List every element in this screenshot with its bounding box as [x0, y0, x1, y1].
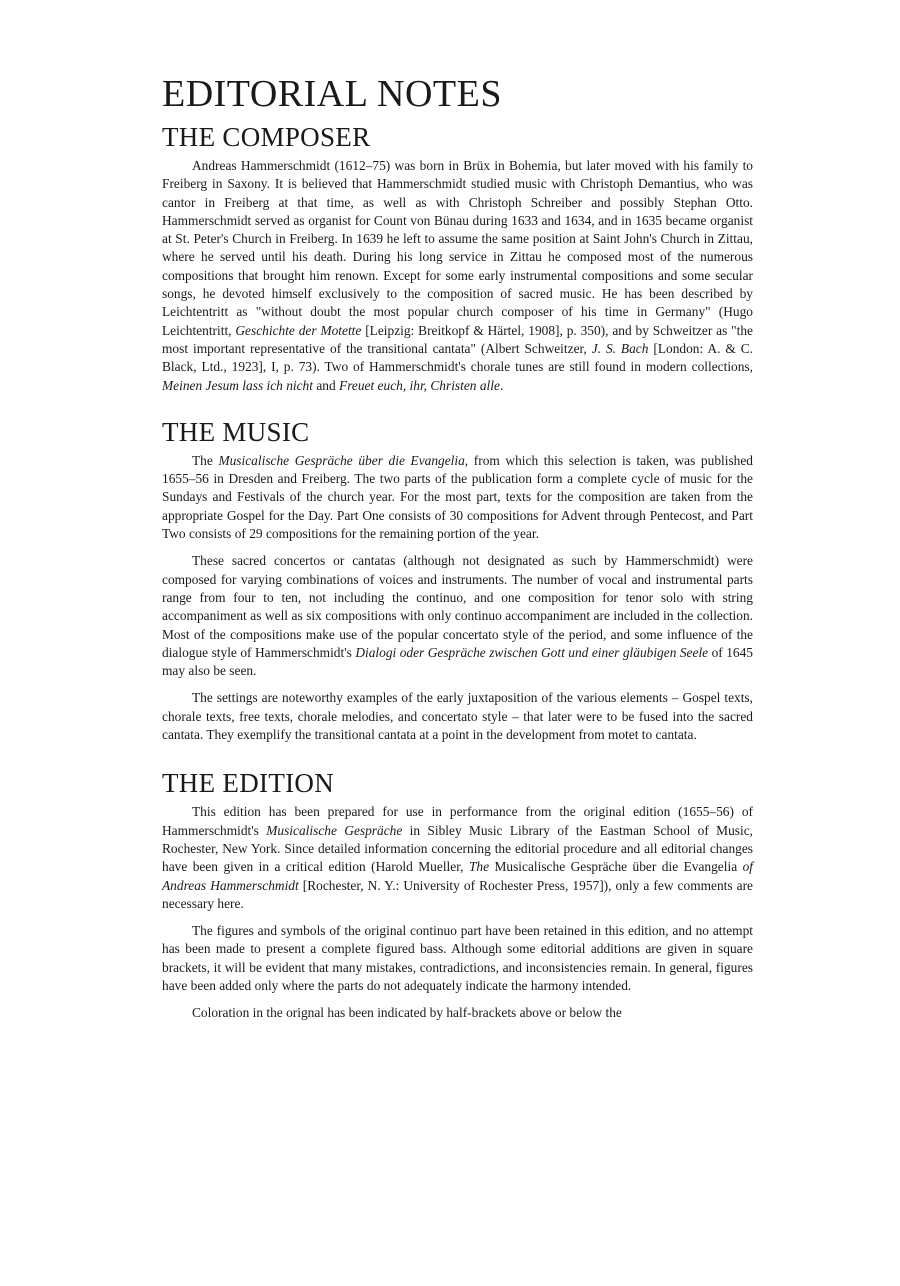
- edition-paragraph-1: This edition has been prepared for use in performance from the original edition (1655–56) of Hammerschmidt's Musicalische Gespräche in Sibley Music Library of the Eastman School of Music, Rochester, New York. Since detailed information concerning the editorial procedure and all editorial changes have been given in a critical edition (Harold Mueller, The Musicalische Gespräche über die Evangelia of Andreas Hammerschmidt [Rochester, N. Y.: University of Rochester Press, 1957]), only a few comments are necessary here.: [162, 804, 754, 911]
- composer-heading: THE COMPOSER: [162, 122, 371, 152]
- edition-section: [162, 766, 753, 1022]
- editorial-notes-page: [162, 72, 753, 1023]
- music-paragraph-3: The settings are noteworthy examples of the early juxtaposition of the various elements – Gospel texts, chorale texts, free texts, chorale melodies, and concertato style – that later were to be fused into the sacred cantata. They exemplify the transitional cantata at a point in the development from motet to cantata.: [162, 690, 753, 743]
- page-title: EDITORIAL NOTES: [162, 73, 502, 115]
- music-paragraph-2: These sacred concertos or cantatas (although not designated as such by Hammerschmidt) were composed for varying combinations of voices and instruments. The number of vocal and instrumental parts range from four to ten, not including the continuo, and one composition for tenor solo with string accompaniment as well as six compositions with only continuo accompaniment are included in the collection. Most of the compositions make use of the popular concertato style of the period, and some influence of the dialogue style of Hammerschmidt's Dialogi oder Gespräche zwischen Gott und einer gläubigen Seele of 1645 may also be seen.: [162, 553, 753, 679]
- edition-paragraph-2: The figures and symbols of the original continuo part have been retained in this edition, and no attempt has been made to present a complete figured bass. Although some editorial additions are given in square brackets, it will be evident that many mistakes, contradictions, and inconsistencies remain. In general, figures have been added only where the parts do not adequately indicate the harmony intended.: [162, 923, 753, 993]
- composer-section: [162, 120, 753, 395]
- composer-paragraph: Andreas Hammerschmidt (1612–75) was born in Brüx in Bohemia, but later moved with his family to Freiberg in Saxony. It is believed that Hammerschmidt studied music with Christoph Demantius, who was cantor in Freiberg at that time, as well as with Christoph Schreiber and possibly Stephan Otto. Hammerschmidt served as organist for Count von Bünau during 1633 and 1634, and in 1635 became organist at St. Peter's Church in Freiberg. In 1639 he left to assume the same position at Saint John's Church in Zittau, where he served until his death. During his long service in Zittau he composed most of the numerous compositions that brought him renown. Except for some early instrumental compositions and some secular songs, he devoted himself exclusively to the composition of sacred music. He has been described by Leichtentritt as "without doubt the most popular church composer of his time in Germany" (Hugo Leichtentritt, Geschichte der Motette [Leipzig: Breitkopf & Härtel, 1908], p. 350), and by Schweitzer as "the most important representative of the transitional cantata" (Albert Schweitzer, J. S. Bach [London: A. & C. Black, Ltd., 1923], I, p. 73). Two of Hammerschmidt's chorale tunes are still found in modern collections, Meinen Jesum lass ich nicht and Freuet euch, ihr, Christen alle.: [162, 158, 753, 393]
- music-section: [162, 415, 753, 744]
- edition-heading: THE EDITION: [162, 768, 334, 799]
- music-paragraph-1: The Musicalische Gespräche über die Evangelia, from which this selection is taken, was published 1655–56 in Dresden and Freiberg. The two parts of the publication form a complete cycle of music for the Sundays and Festivals of the church year. For the most part, texts for the composition are taken from the appropriate Gospel for the Day. Part One consists of 30 compositions for Advent through Pentecost, and Part Two consists of 29 compositions for the remaining portion of the year.: [162, 452, 754, 542]
- edition-paragraph-3: Coloration in the orignal has been indicated by half-brackets above or below the: [192, 1005, 622, 1021]
- music-heading: THE MUSIC: [162, 416, 310, 447]
